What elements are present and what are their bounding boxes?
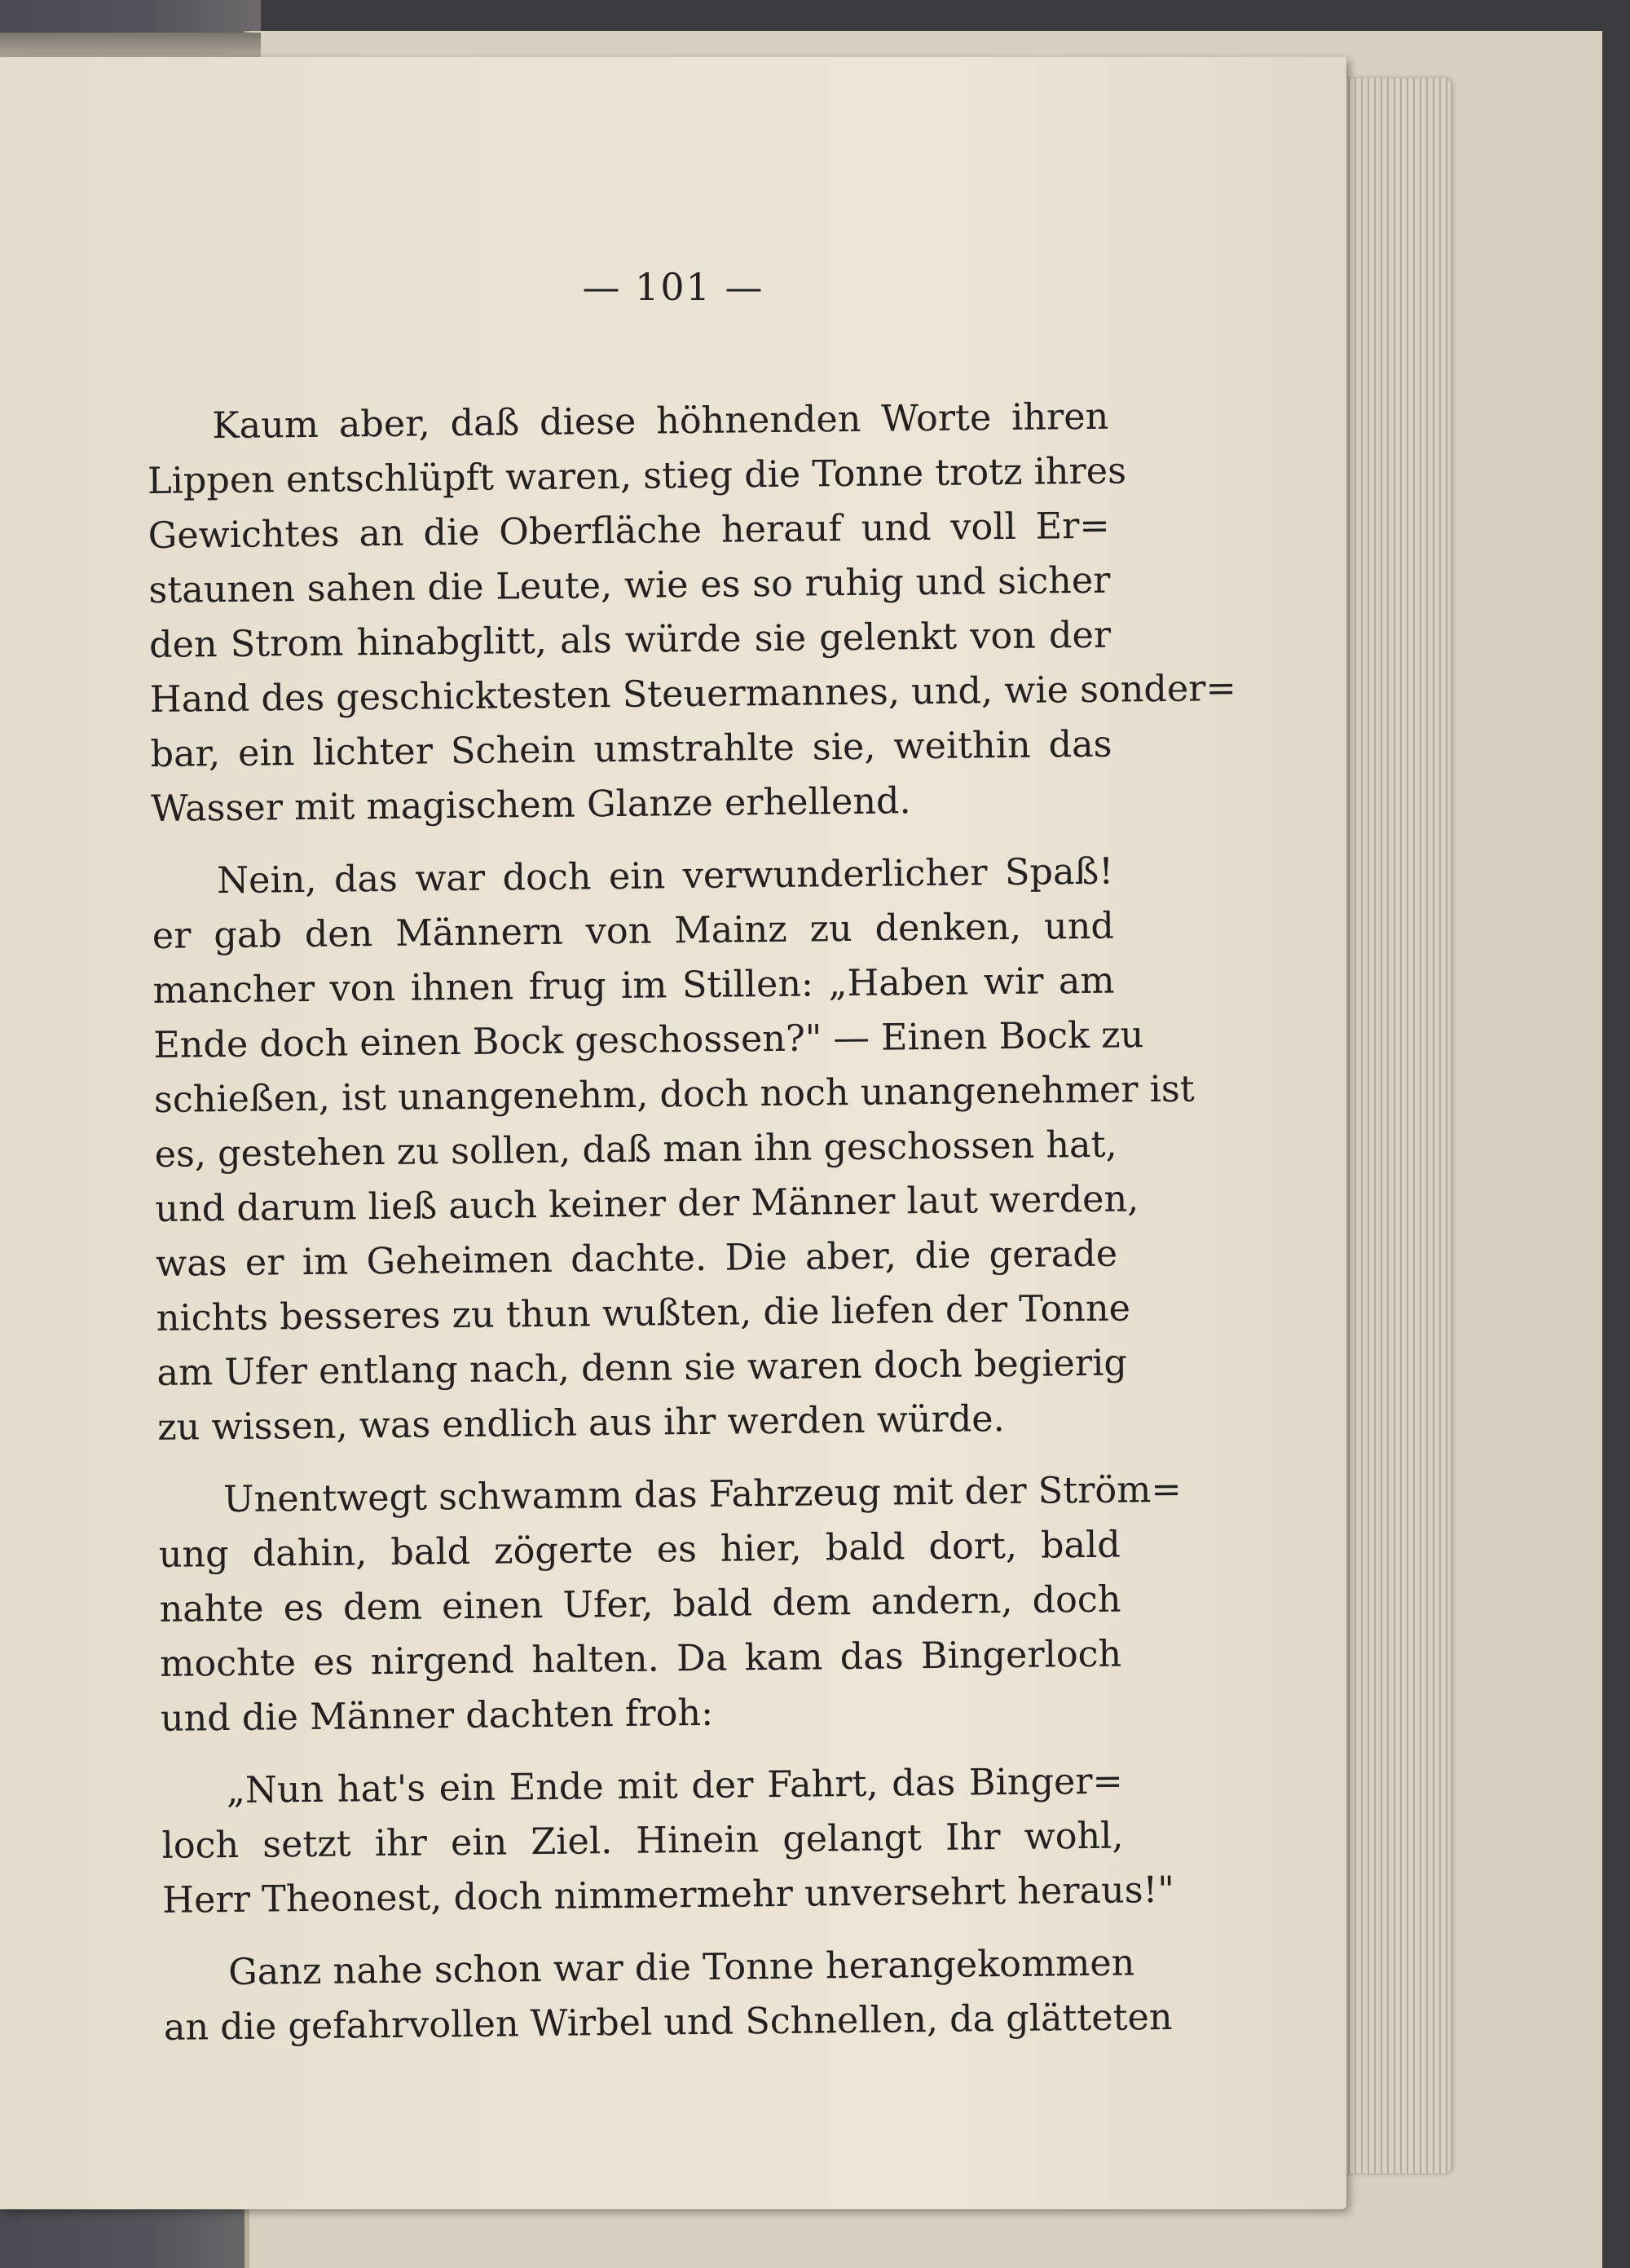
text-line: „Nun hat's ein Ende mit der Fahrt, das Binger= <box>226 1760 1124 1812</box>
paragraph <box>147 390 1236 836</box>
page-number-header: — 101 — <box>582 265 764 309</box>
text-line: und die Männer dachten froh: <box>160 1692 714 1740</box>
text-line: ung dahin, bald zögerte es hier, bald dort, bald <box>158 1524 1121 1576</box>
paragraph <box>152 845 1195 1455</box>
body-text <box>147 390 1236 2073</box>
text-line: loch setzt ihr ein Ziel. Hinein gelangt Ihr wohl, <box>161 1815 1124 1867</box>
text-line: es, gestehen zu sollen, daß man ihn geschossen hat, <box>154 1123 1117 1176</box>
text-line: mochte es nirgend halten. Da kam das Bingerloch <box>159 1633 1122 1685</box>
text-line: bar, ein lichter Schein umstrahlte sie, weithin das <box>150 723 1112 775</box>
text-line: an die gefahrvollen Wirbel und Schnellen, da glätteten <box>163 1996 1173 2049</box>
book-page <box>0 57 1346 2209</box>
text-line: Unentwegt schwamm das Fahrzeug mit der Ström= <box>222 1468 1182 1521</box>
page-stack-edge <box>1337 78 1451 2173</box>
paragraph <box>161 1754 1175 1928</box>
text-line: mancher von ihnen frug im Stillen: „Haben wir am <box>152 960 1115 1012</box>
text-line: staunen sahen die Leute, wie es so ruhig und sicher <box>148 559 1111 611</box>
text-line: Herr Theonest, doch nimmermehr unversehrt heraus!" <box>162 1869 1175 1922</box>
text-line: Gewichtes an die Oberfläche herauf und voll Er= <box>148 505 1110 557</box>
text-line: Lippen entschlüpft waren, stieg die Tonne trotz ihres <box>147 450 1127 502</box>
text-line: Hand des geschicktesten Steuermannes, und, wie sonder= <box>149 668 1236 721</box>
text-line: nahte es dem einen Ufer, bald dem andern, doch <box>159 1578 1121 1630</box>
text-line: Kaum aber, daß diese höhnenden Worte ihren <box>212 395 1109 448</box>
text-line: er gab den Männern von Mainz zu denken, und <box>152 905 1115 957</box>
text-line: den Strom hinabglitt, als würde sie gelenkt von der <box>148 614 1112 666</box>
text-line: Nein, das war doch ein verwunderlicher Spaß! <box>216 850 1114 902</box>
text-line: am Ufer entlang nach, denn sie waren doch begierig <box>156 1342 1128 1394</box>
paragraph <box>158 1463 1182 1746</box>
text-line: Ende doch einen Bock geschossen?" — Einen Bock zu <box>153 1014 1144 1066</box>
text-line: Wasser mit magischem Glanze erhellend. <box>150 780 911 830</box>
paragraph <box>163 1936 1173 2055</box>
text-line: Ganz nahe schon war die Tonne herangekommen <box>227 1942 1135 1994</box>
text-line: und darum ließ auch keiner der Männer laut werden, <box>155 1178 1139 1230</box>
text-line: schießen, ist unangenehm, doch noch unangenehmer ist <box>153 1068 1195 1121</box>
text-line: was er im Geheimen dachte. Die aber, die gerade <box>155 1233 1118 1285</box>
text-line: nichts besseres zu thun wußten, die liefen der Tonne <box>156 1287 1131 1339</box>
text-line: zu wissen, was endlich aus ihr werden würde. <box>156 1398 1006 1449</box>
